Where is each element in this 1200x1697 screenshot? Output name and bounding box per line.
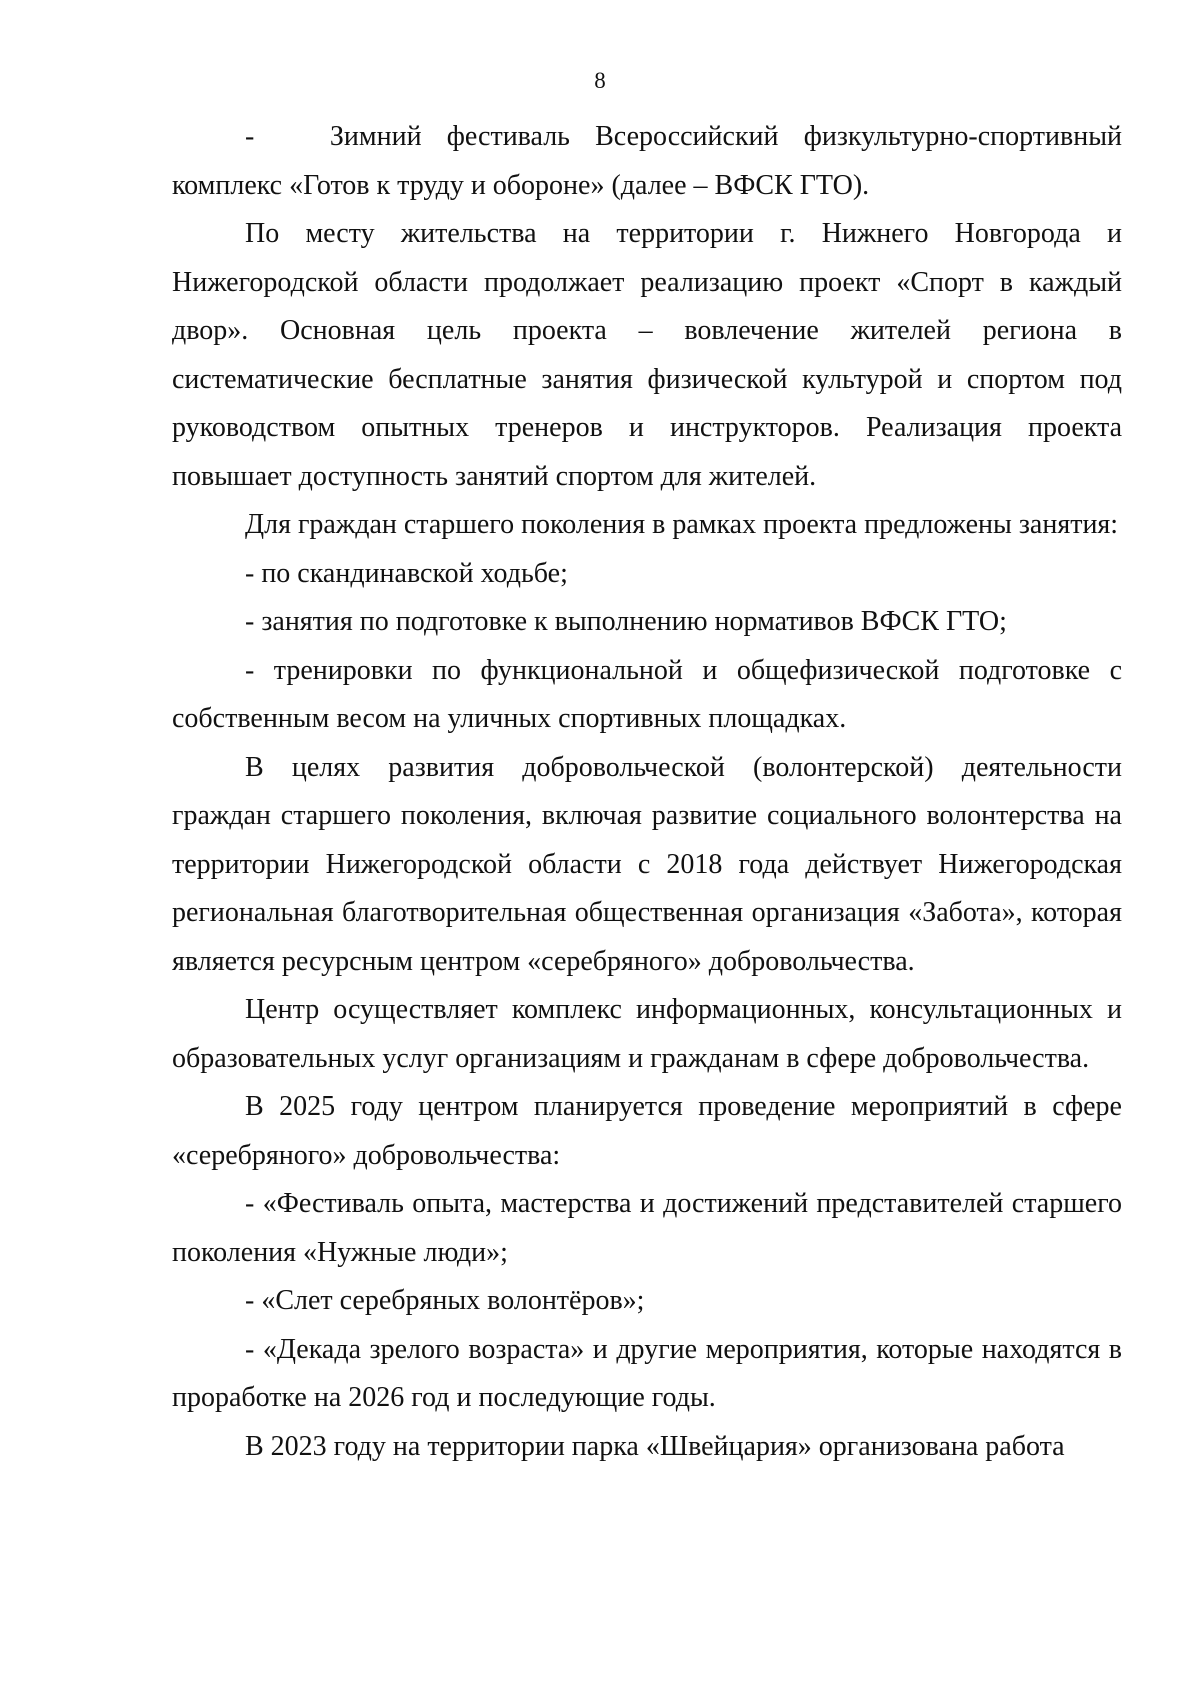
list-item-silver-volunteers-rally: - «Слет серебряных волонтёров»;	[245, 1285, 645, 1316]
list-item-gto-preparation: - занятия по подготовке к выполнению нормативов ВФСК ГТО;	[245, 606, 1007, 637]
list-item-mature-age-decade: - «Декада зрелого возраста» и другие мероприятия, которые находятся в проработке на 2026 год и последующие годы.	[172, 1333, 1122, 1413]
paragraph-volunteering: В целях развития добровольческой (волонтерской) деятельности граждан старшего поколения, включая развитие социального волонтерства на территории Нижегородской области с 2018 года действует Нижегородская региональная благотворительная общественная организация «Забота», которая является ресурсным центром «серебряного» добровольчества.	[172, 751, 1122, 977]
page-number: 8	[594, 68, 606, 93]
paragraph-switzerland-park: В 2023 году на территории парка «Швейцария» организована работа	[245, 1430, 1065, 1462]
paragraph-senior-classes-intro: Для граждан старшего поколения в рамках проекта предложены занятия:	[245, 509, 1119, 540]
paragraph-winter-festival: - Зимний фестиваль Всероссийский физкультурно-спортивный комплекс «Готов к труду и обороне» (далее – ВФСК ГТО).	[172, 121, 1122, 201]
paragraph-center-services: Центр осуществляет комплекс информационных, консультационных и образовательных услуг организациям и гражданам в сфере добровольчества.	[172, 994, 1122, 1074]
paragraph-2025-plans: В 2025 году центром планируется проведение мероприятий в сфере «серебряного» добровольчества:	[172, 1091, 1122, 1171]
list-item-festival-needed-people: - «Фестиваль опыта, мастерства и достижений представителей старшего поколения «Нужные люди»;	[172, 1188, 1122, 1268]
list-item-nordic-walking: - по скандинавской ходьбе;	[245, 557, 568, 589]
document-body	[172, 113, 1122, 1471]
list-item-functional-training: - тренировки по функциональной и общефизической подготовке с собственным весом на уличных спортивных площадках.	[172, 654, 1122, 734]
paragraph-sport-every-yard: По месту жительства на территории г. Нижнего Новгорода и Нижегородской области продолжает реализацию проект «Спорт в каждый двор». Основная цель проекта – вовлечение жителей региона в систематические бесплатные занятия физической культурой и спортом под руководством опытных тренеров и инструкторов. Реализация проекта повышает доступность занятий спортом для жителей.	[172, 218, 1122, 492]
